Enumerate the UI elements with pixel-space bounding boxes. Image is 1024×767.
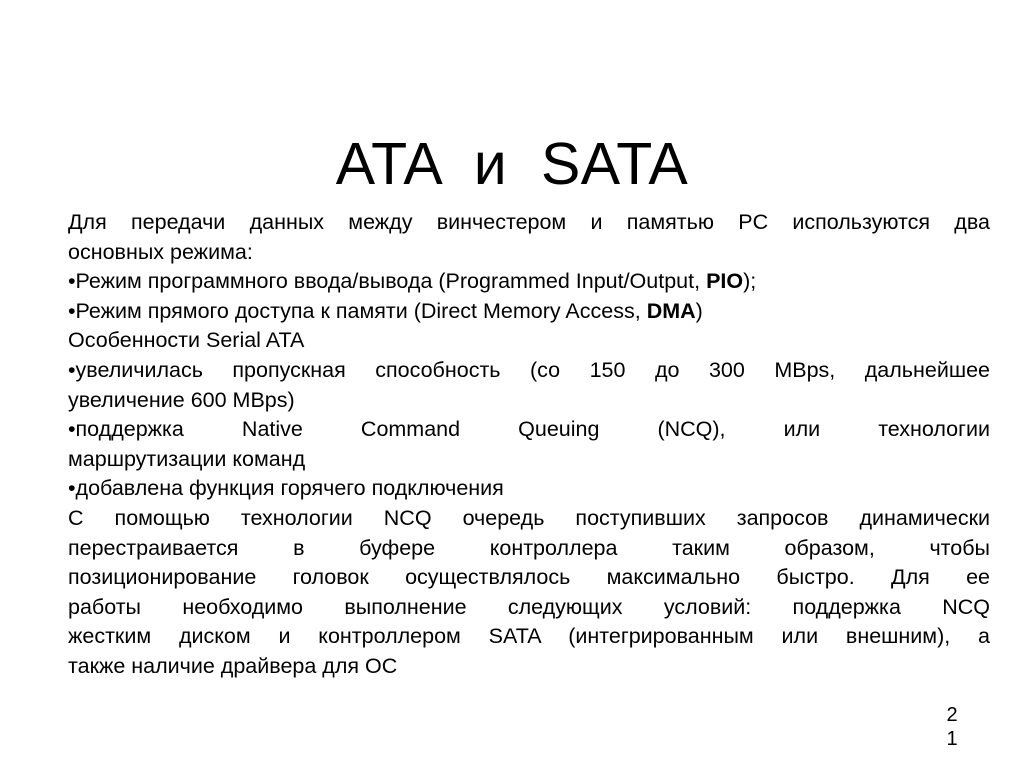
bullet-text-bold: PIO	[706, 269, 744, 294]
bullet-text-pre: •Режим программного ввода/вывода (Programmed Input/Output,	[68, 269, 707, 294]
text-line: работы необходимо выполнение следующих условий: поддержка NCQ	[68, 594, 990, 619]
slide-body	[68, 208, 990, 682]
bullet-text-post: );	[743, 269, 757, 294]
text-line: позиционирование головок осуществлялось максимально быстро. Для ее	[68, 565, 990, 590]
text-line: маршрутизации команд	[68, 446, 306, 471]
bullet-text-pre: •Режим прямого доступа к памяти (Direct Memory Access,	[68, 298, 647, 323]
bullet-line-pio	[68, 267, 990, 297]
text-line: •добавлена функция горячего подключения	[68, 476, 504, 501]
page-number-digit-1: 2	[946, 704, 958, 726]
page-title: ATA и SATA	[335, 130, 689, 197]
text-line: Для передачи данных между винчестером и памятью PC используются два	[68, 210, 990, 234]
page-number-digit-2: 1	[946, 728, 958, 750]
text-line: основных режима:	[68, 239, 253, 264]
text-line: Особенности Serial ATA	[68, 328, 305, 353]
text-line: увеличение 600 MBps)	[68, 387, 295, 412]
text-line: С помощью технологии NCQ очередь поступивших запросов динамически	[68, 505, 990, 530]
bullet-text-post: )	[695, 298, 703, 323]
bullet-line-dma	[68, 297, 990, 327]
bullet-text-bold: DMA	[646, 298, 696, 323]
text-line: •поддержка Native Command Queuing (NCQ), или технологии	[68, 417, 990, 442]
page-number	[937, 703, 967, 751]
text-line: жестким диском и контроллером SATA (интегрированным или внешним), а	[68, 624, 990, 649]
text-line: также наличие драйвера для ОС	[68, 653, 398, 678]
text-line: •увеличилась пропускная способность (со 150 до 300 MBps, дальнейшее	[68, 357, 990, 382]
text-line: перестраивается в буфере контроллера таким образом, чтобы	[68, 535, 990, 560]
